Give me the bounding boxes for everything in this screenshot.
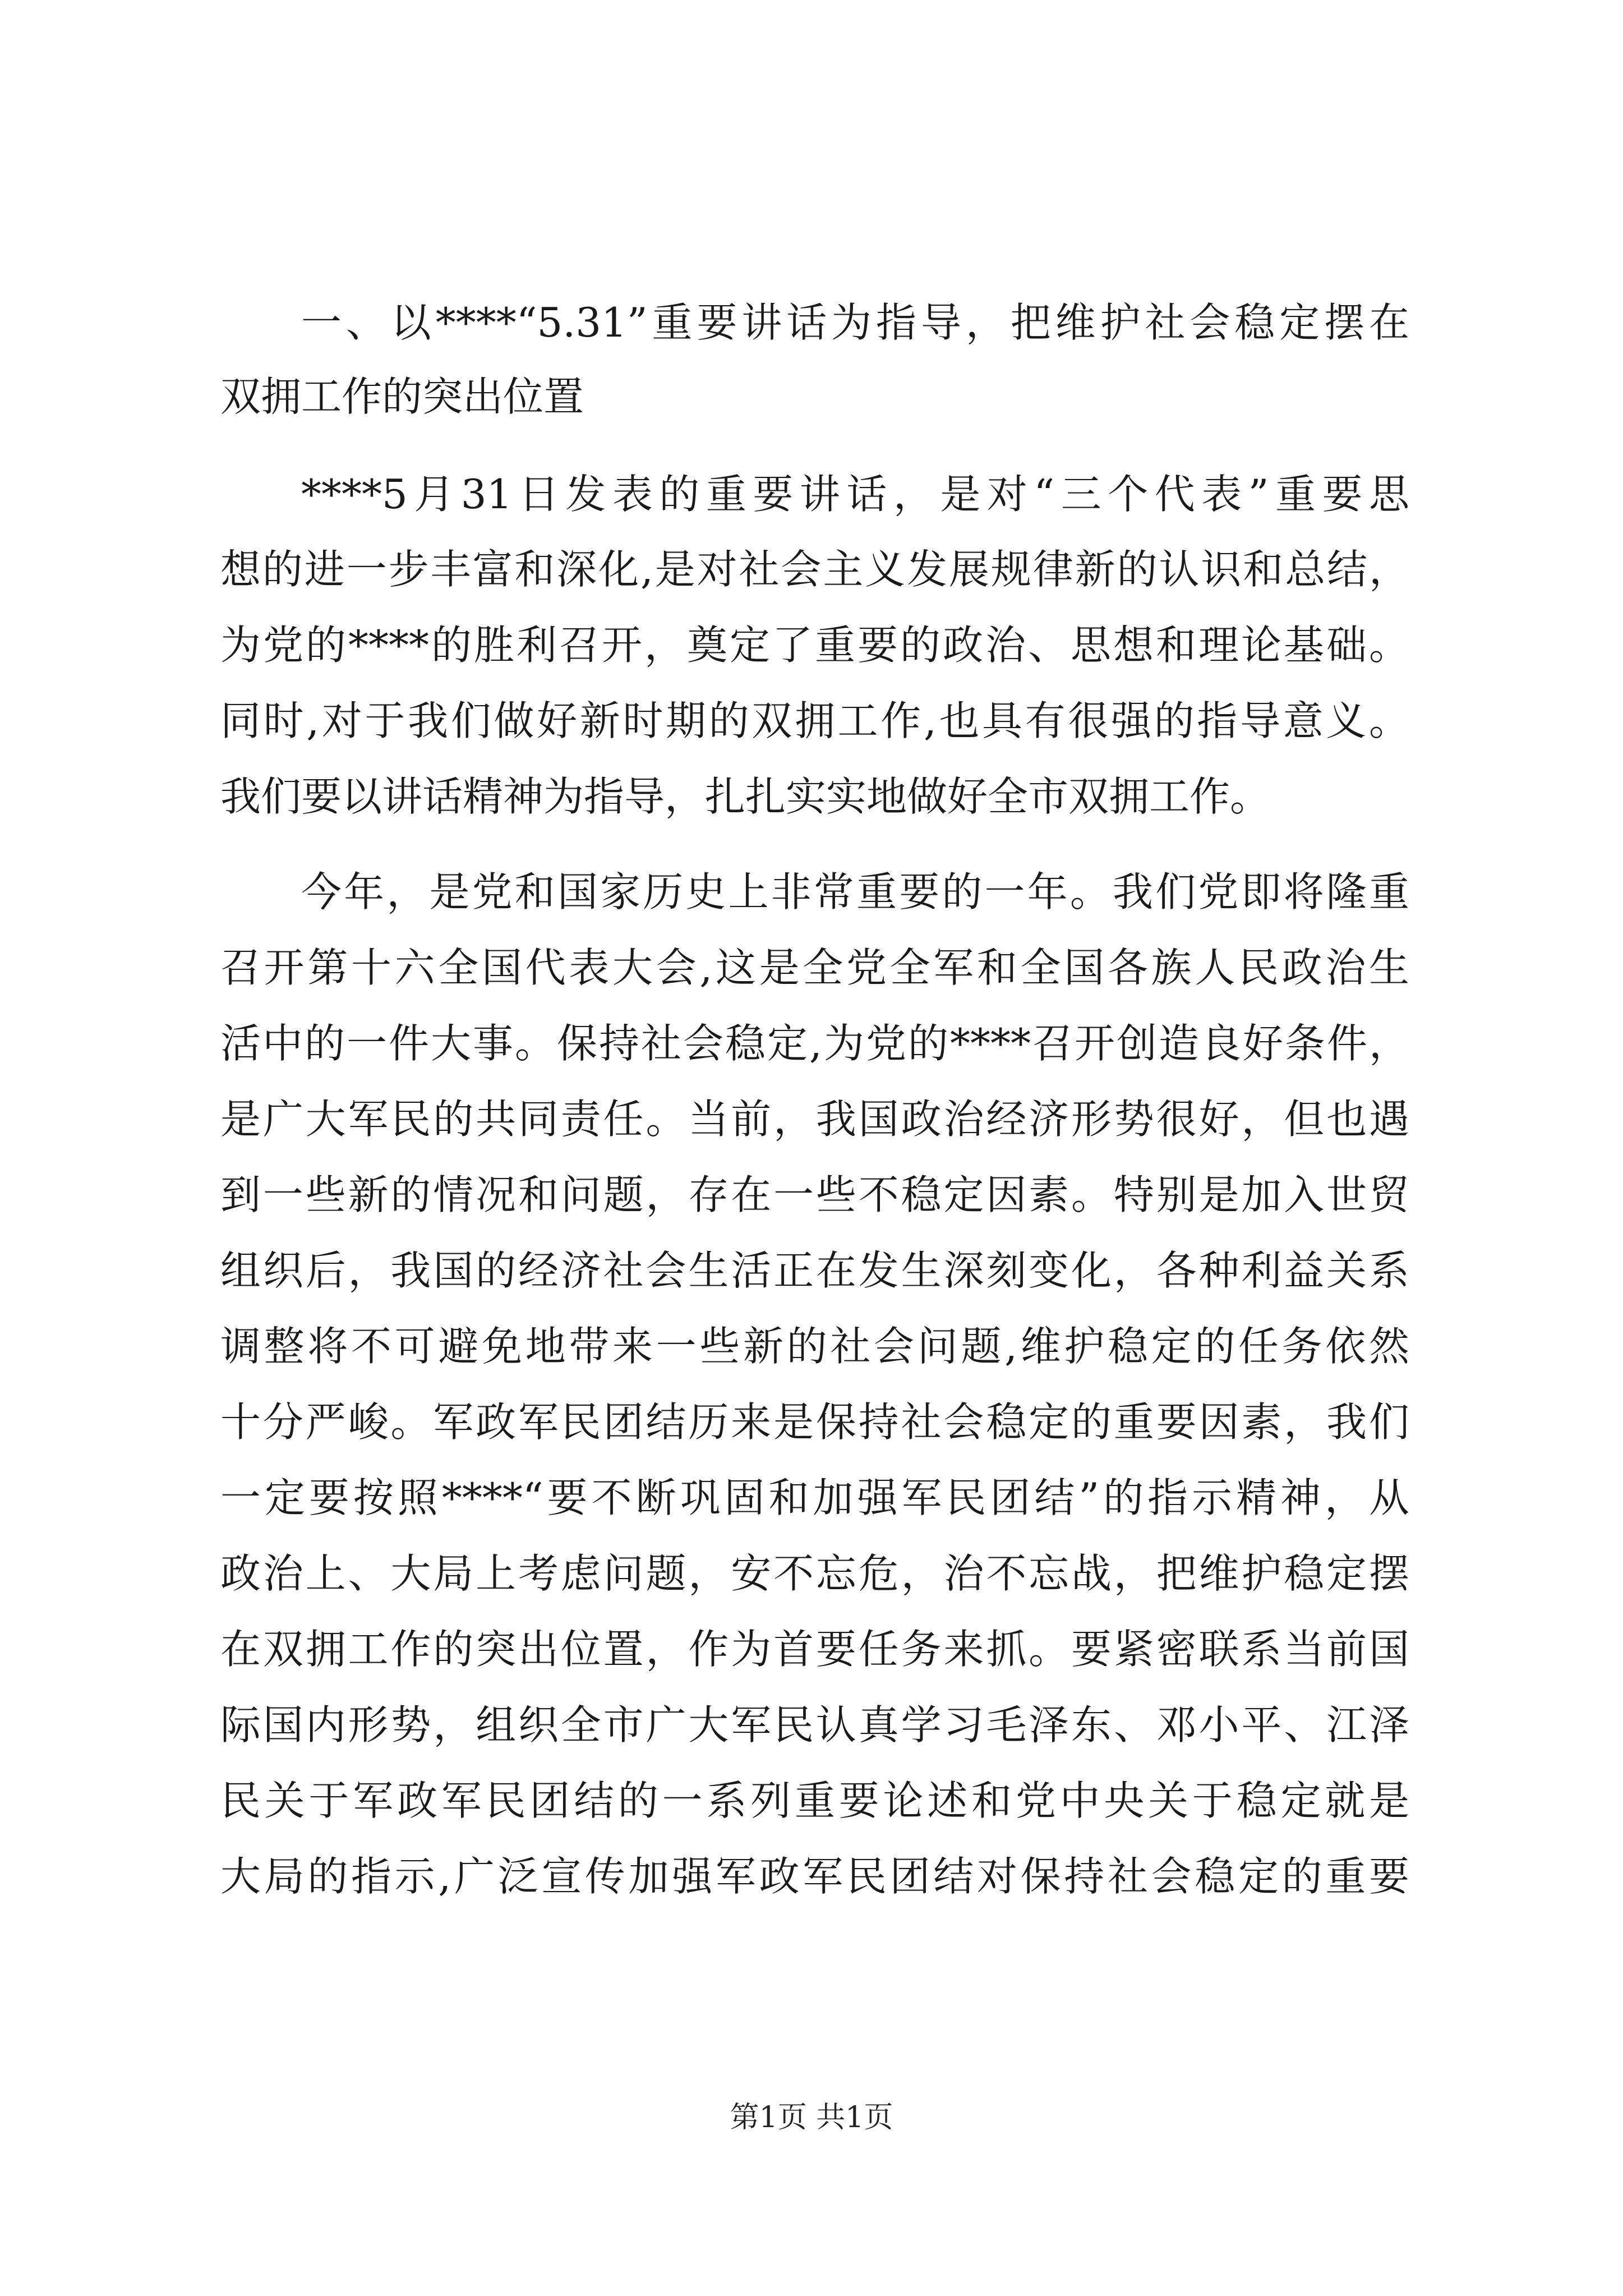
- section-heading-line-2: 双拥工作的突出位置: [220, 373, 584, 420]
- paragraph-2-line-13: 民关于军政军民团结的一系列重要论述和党中央关于稳定就是: [220, 1777, 1409, 1824]
- paragraph-2-line-8: 十分严峻。军政军民团结历来是保持社会稳定的重要因素，我们: [220, 1398, 1409, 1446]
- paragraph-1-line-5: 我们要以讲话精神为指导，扎扎实实地做好全市双拥工作。: [220, 773, 1271, 820]
- paragraph-1-line-3: 为党的****的胜利召开，奠定了重要的政治、思想和理论基础。: [220, 622, 1409, 669]
- paragraph-2-line-9: 一定要按照****“要不断巩固和加强军民团结”的指示精神，从: [220, 1474, 1409, 1521]
- paragraph-2-line-12: 际国内形势，组织全市广大军民认真学习毛泽东、邓小平、江泽: [220, 1701, 1409, 1749]
- paragraph-2-line-2: 召开第十六全国代表大会,这是全党全军和全国各族人民政治生: [220, 944, 1409, 991]
- paragraph-1-line-4: 同时,对于我们做好新时期的双拥工作,也具有很强的指导意义。: [220, 697, 1409, 744]
- paragraph-2-line-5: 到一些新的情况和问题，存在一些不稳定因素。特别是加入世贸: [220, 1171, 1409, 1218]
- paragraph-2-line-4: 是广大军民的共同责任。当前，我国政治经济形势很好，但也遇: [220, 1096, 1409, 1143]
- paragraph-1-line-1: ****5月31日发表的重要讲话，是对“三个代表”重要思: [301, 471, 1409, 518]
- paragraph-2-line-1: 今年，是党和国家历史上非常重要的一年。我们党即将隆重: [301, 868, 1409, 915]
- paragraph-2-line-10: 政治上、大局上考虑问题，安不忘危，治不忘战，把维护稳定摆: [220, 1550, 1409, 1597]
- section-heading-line-1: 一、以****“5.31”重要讲话为指导，把维护社会稳定摆在: [301, 299, 1409, 346]
- paragraph-2-line-3: 活中的一件大事。保持社会稳定,为党的****召开创造良好条件，: [220, 1020, 1409, 1067]
- paragraph-2-line-14: 大局的指示,广泛宣传加强军政军民团结对保持社会稳定的重要: [220, 1853, 1409, 1900]
- paragraph-2-line-11: 在双拥工作的突出位置，作为首要任务来抓。要紧密联系当前国: [220, 1626, 1409, 1673]
- paragraph-1-line-2: 想的进一步丰富和深化,是对社会主义发展规律新的认识和总结，: [220, 546, 1409, 593]
- paragraph-2-line-7: 调整将不可避免地带来一些新的社会问题,维护稳定的任务依然: [220, 1323, 1409, 1370]
- page-footer: 第1页 共1页: [730, 2101, 893, 2134]
- paragraph-2-line-6: 组织后，我国的经济社会生活正在发生深刻变化，各种利益关系: [220, 1247, 1409, 1294]
